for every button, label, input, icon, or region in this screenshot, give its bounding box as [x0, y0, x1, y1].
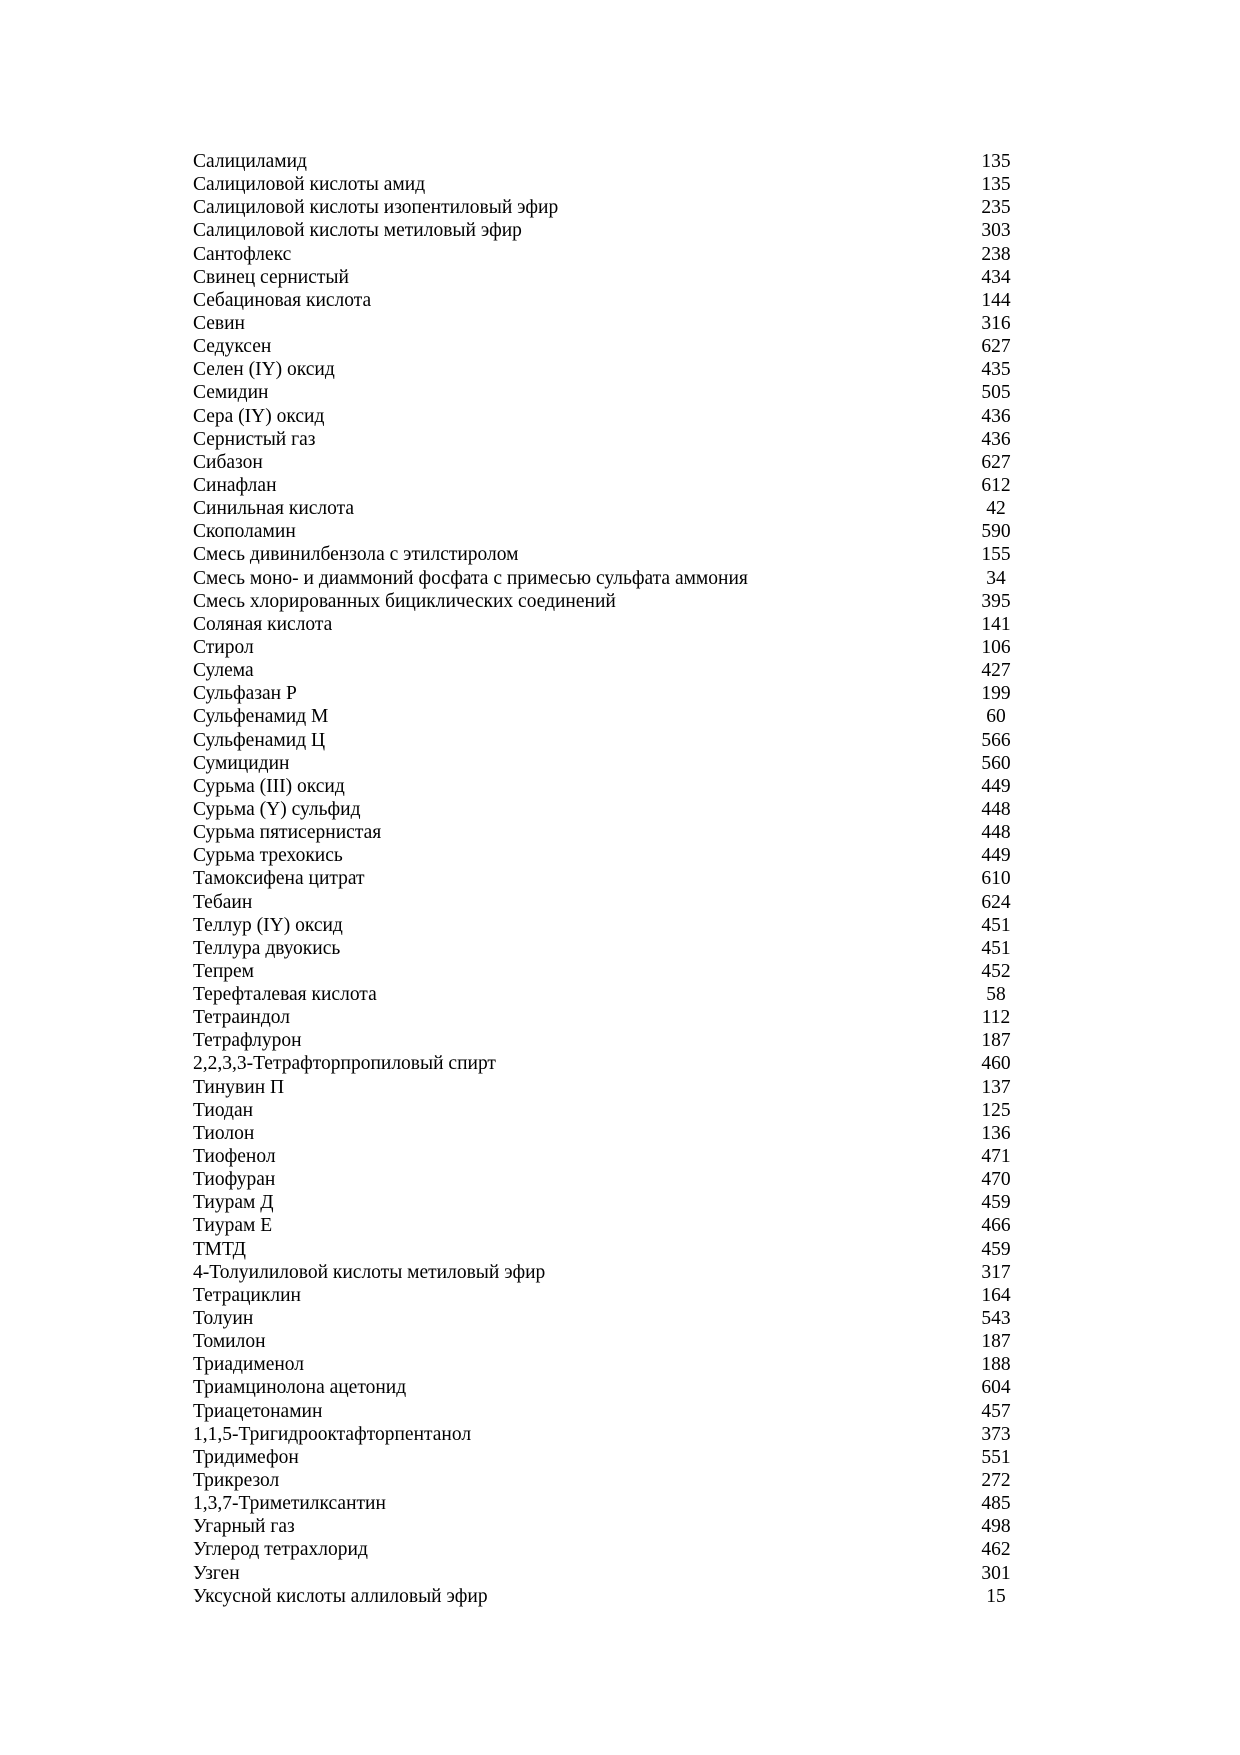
entry-page-number: 451 [981, 937, 1011, 959]
entry-name: Тиолон [193, 1122, 255, 1144]
index-entry [193, 150, 1023, 173]
entry-page-number: 427 [981, 660, 1011, 682]
entry-name: Тиурам Д [193, 1192, 274, 1214]
index-entry [193, 567, 1023, 590]
entry-page-number: 58 [986, 984, 1006, 1006]
index-entry [193, 173, 1023, 196]
entry-page-number: 199 [981, 683, 1011, 705]
entry-name: Соляная кислота [193, 613, 333, 635]
entry-page-number: 627 [981, 451, 1011, 473]
entry-name: Узген [193, 1562, 240, 1584]
entry-page-number: 448 [981, 798, 1011, 820]
index-entry [193, 1052, 1023, 1075]
entry-name: Себациновая кислота [193, 289, 372, 311]
index-entry [193, 914, 1023, 937]
index-entry [193, 659, 1023, 682]
entry-page-number: 451 [981, 914, 1011, 936]
entry-name: Салициловой кислоты метиловый эфир [193, 220, 522, 242]
entry-page-number: 155 [981, 544, 1011, 566]
entry-page-number: 317 [981, 1261, 1011, 1283]
entry-page-number: 301 [981, 1562, 1011, 1584]
entry-name: Смесь дивинилбензола с этилстиролом [193, 544, 519, 566]
index-entry [193, 1076, 1023, 1099]
index-entry [193, 1585, 1023, 1608]
index-entry [193, 1423, 1023, 1446]
index-entry [193, 1122, 1023, 1145]
index-entry [193, 960, 1023, 983]
entry-name: Синафлан [193, 474, 277, 496]
entry-page-number: 34 [986, 567, 1006, 589]
entry-name: Сантофлекс [193, 243, 292, 265]
entry-page-number: 466 [981, 1215, 1011, 1237]
entry-page-number: 188 [981, 1354, 1011, 1376]
entry-name: Сулема [193, 660, 254, 682]
entry-name: 2,2,3,3-Тетрафторпропиловый спирт [193, 1053, 496, 1075]
entry-page-number: 505 [981, 382, 1011, 404]
index-entry [193, 1446, 1023, 1469]
entry-page-number: 612 [981, 474, 1011, 496]
entry-name: Селен (IY) оксид [193, 359, 335, 381]
index-entry [193, 266, 1023, 289]
entry-name: Синильная кислота [193, 498, 355, 520]
entry-name: Смесь моно- и диаммоний фосфата с примесью сульфата аммония [193, 567, 748, 589]
entry-name: Сурьма (III) оксид [193, 775, 345, 797]
entry-page-number: 187 [981, 1030, 1011, 1052]
entry-page-number: 551 [981, 1446, 1011, 1468]
entry-page-number: 125 [981, 1099, 1011, 1121]
index-entry [193, 474, 1023, 497]
entry-page-number: 485 [981, 1493, 1011, 1515]
index-entry [193, 1562, 1023, 1585]
index-entry [193, 219, 1023, 242]
index-entry [193, 705, 1023, 728]
index-entry [193, 543, 1023, 566]
entry-page-number: 435 [981, 359, 1011, 381]
entry-name: Тамоксифена цитрат [193, 868, 365, 890]
index-entry [193, 1145, 1023, 1168]
index-entry [193, 335, 1023, 358]
entry-page-number: 448 [981, 822, 1011, 844]
entry-name: Тебаин [193, 891, 253, 913]
entry-name: Тетрафлурон [193, 1030, 302, 1052]
index-entry [193, 405, 1023, 428]
entry-name: Салициламид [193, 151, 307, 172]
index-entry [193, 844, 1023, 867]
entry-name: Семидин [193, 382, 269, 404]
index-entry [193, 428, 1023, 451]
index-entry [193, 1238, 1023, 1261]
index-entry [193, 451, 1023, 474]
index-entry [193, 381, 1023, 404]
entry-page-number: 112 [981, 1007, 1011, 1029]
index-entry [193, 1400, 1023, 1423]
entry-page-number: 42 [986, 498, 1006, 520]
entry-page-number: 187 [981, 1331, 1011, 1353]
entry-name: Свинец сернистый [193, 266, 349, 288]
entry-page-number: 462 [981, 1539, 1011, 1561]
entry-page-number: 316 [981, 312, 1011, 334]
entry-page-number: 459 [981, 1238, 1011, 1260]
entry-page-number: 471 [981, 1146, 1011, 1168]
entry-page-number: 457 [981, 1400, 1011, 1422]
index-entry [193, 729, 1023, 752]
entry-page-number: 498 [981, 1516, 1011, 1538]
entry-page-number: 436 [981, 405, 1011, 427]
entry-name: Тридимефон [193, 1446, 299, 1468]
entry-name: Тинувин П [193, 1076, 285, 1098]
entry-page-number: 141 [981, 613, 1011, 635]
index-entry [193, 867, 1023, 890]
index-entry [193, 1191, 1023, 1214]
entry-name: Скополамин [193, 521, 296, 543]
entry-page-number: 610 [981, 868, 1011, 890]
entry-name: Стирол [193, 636, 254, 658]
entry-name: 1,1,5-Тригидрооктафторпентанол [193, 1423, 472, 1445]
entry-page-number: 272 [981, 1470, 1011, 1492]
index-entry [193, 821, 1023, 844]
index-entry [193, 1353, 1023, 1376]
entry-name: ТМТД [193, 1238, 246, 1260]
index-entry [193, 1284, 1023, 1307]
index-entry [193, 1006, 1023, 1029]
entry-page-number: 543 [981, 1308, 1011, 1330]
entry-page-number: 460 [981, 1053, 1011, 1075]
entry-page-number: 604 [981, 1377, 1011, 1399]
index-entry [193, 590, 1023, 613]
entry-name: Триамцинолона ацетонид [193, 1377, 407, 1399]
index-entry [193, 289, 1023, 312]
index-entry [193, 775, 1023, 798]
entry-name: Салициловой кислоты амид [193, 174, 426, 196]
entry-page-number: 135 [981, 174, 1011, 196]
index-entry [193, 520, 1023, 543]
entry-name: Седуксен [193, 336, 272, 358]
entry-page-number: 624 [981, 891, 1011, 913]
index-entry [193, 497, 1023, 520]
index-entry [193, 243, 1023, 266]
entry-name: Смесь хлорированных бициклических соединений [193, 590, 616, 612]
entry-name: Севин [193, 312, 245, 334]
index-entry [193, 937, 1023, 960]
entry-name: Сернистый газ [193, 428, 316, 450]
index-entry [193, 1168, 1023, 1191]
entry-page-number: 144 [981, 289, 1011, 311]
entry-page-number: 459 [981, 1192, 1011, 1214]
index-entry [193, 196, 1023, 219]
entry-name: Тиофуран [193, 1169, 276, 1191]
entry-name: Сурьма (Y) сульфид [193, 798, 361, 820]
entry-name: Тиодан [193, 1099, 254, 1121]
entry-name: Сера (IY) оксид [193, 405, 325, 427]
index-entry [193, 891, 1023, 914]
entry-page-number: 560 [981, 752, 1011, 774]
entry-name: Сибазон [193, 451, 263, 473]
entry-page-number: 452 [981, 960, 1011, 982]
entry-page-number: 135 [981, 151, 1011, 172]
entry-page-number: 238 [981, 243, 1011, 265]
entry-name: Сурьма трехокись [193, 845, 343, 867]
entry-page-number: 235 [981, 197, 1011, 219]
index-entry [193, 682, 1023, 705]
entry-name: Сумицидин [193, 752, 290, 774]
entry-page-number: 470 [981, 1169, 1011, 1191]
entry-name: Тиурам Е [193, 1215, 273, 1237]
index-entry [193, 1307, 1023, 1330]
entry-page-number: 106 [981, 636, 1011, 658]
entry-name: 1,3,7-Триметилксантин [193, 1493, 386, 1515]
entry-name: Терефталевая кислота [193, 984, 377, 1006]
index-entry [193, 312, 1023, 335]
entry-page-number: 303 [981, 220, 1011, 242]
entry-page-number: 15 [986, 1585, 1006, 1607]
entry-page-number: 590 [981, 521, 1011, 543]
entry-page-number: 436 [981, 428, 1011, 450]
subject-index-list [193, 150, 1023, 1608]
entry-page-number: 60 [986, 706, 1006, 728]
index-entry [193, 1492, 1023, 1515]
index-entry [193, 1330, 1023, 1353]
entry-name: Углерод тетрахлорид [193, 1539, 368, 1561]
entry-name: Триадименол [193, 1354, 305, 1376]
index-entry [193, 1538, 1023, 1561]
entry-page-number: 136 [981, 1122, 1011, 1144]
entry-page-number: 566 [981, 729, 1011, 751]
entry-page-number: 627 [981, 336, 1011, 358]
entry-page-number: 434 [981, 266, 1011, 288]
entry-name: Сульфенамид М [193, 706, 329, 728]
entry-name: Тетрациклин [193, 1284, 301, 1306]
entry-name: 4-Толуилиловой кислоты метиловый эфир [193, 1261, 546, 1283]
entry-name: Сульфенамид Ц [193, 729, 326, 751]
index-entry [193, 798, 1023, 821]
index-entry [193, 613, 1023, 636]
entry-name: Трикрезол [193, 1470, 280, 1492]
index-entry [193, 1515, 1023, 1538]
entry-name: Тетраиндол [193, 1007, 291, 1029]
index-entry [193, 1099, 1023, 1122]
index-entry [193, 636, 1023, 659]
entry-name: Тепрем [193, 960, 255, 982]
entry-page-number: 137 [981, 1076, 1011, 1098]
entry-name: Толуин [193, 1308, 254, 1330]
entry-page-number: 395 [981, 590, 1011, 612]
entry-name: Сульфазан Р [193, 683, 297, 705]
entry-name: Уксусной кислоты аллиловый эфир [193, 1585, 488, 1607]
index-entry [193, 1214, 1023, 1237]
entry-page-number: 164 [981, 1284, 1011, 1306]
entry-name: Сурьма пятисернистая [193, 822, 382, 844]
index-entry [193, 1029, 1023, 1052]
entry-name: Угарный газ [193, 1516, 295, 1538]
index-entry [193, 358, 1023, 381]
entry-page-number: 449 [981, 845, 1011, 867]
index-entry [193, 1261, 1023, 1284]
index-entry [193, 1376, 1023, 1399]
index-entry [193, 983, 1023, 1006]
entry-page-number: 373 [981, 1423, 1011, 1445]
entry-name: Триацетонамин [193, 1400, 323, 1422]
index-entry [193, 1469, 1023, 1492]
entry-name: Томилон [193, 1331, 266, 1353]
entry-name: Теллура двуокись [193, 937, 341, 959]
entry-name: Тиофенол [193, 1146, 276, 1168]
entry-name: Салициловой кислоты изопентиловый эфир [193, 197, 559, 219]
index-entry [193, 752, 1023, 775]
entry-page-number: 449 [981, 775, 1011, 797]
entry-name: Теллур (IY) оксид [193, 914, 343, 936]
